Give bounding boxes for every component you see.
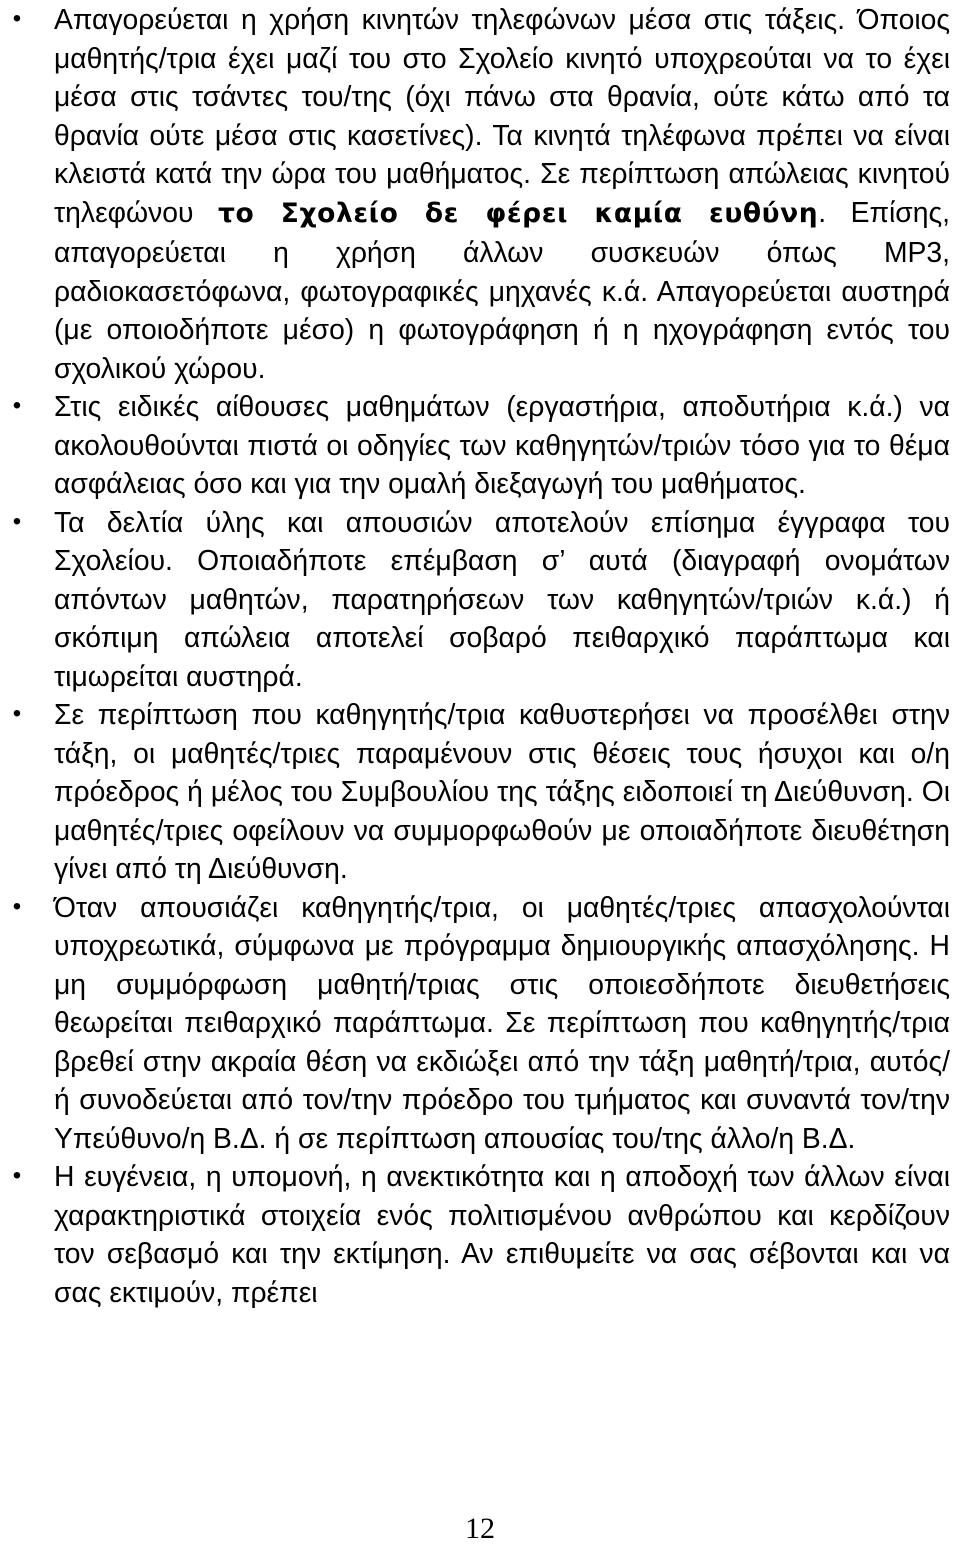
bullet-icon: • [12, 892, 22, 920]
rule-text: Στις ειδικές αίθουσες μαθημάτων (εργαστήρια, αποδυτήρια κ.ά.) να ακολουθούνται πιστά οι οδηγίες των καθηγητών/τριών τόσο για το θέμα ασφάλειας όσο και για την ομαλή διεξαγωγή του μαθήματος. [54, 390, 950, 499]
rule-text: . Επίσης, απαγορεύεται η χρήση άλλων συσκευών όπως MP3, ραδιοκασετόφωνα, φωτογραφικές μηχανές κ.ά. Απαγορεύεται αυστηρά (με οποιοδήποτε μέσο) η φωτογράφηση ή η ηχογράφηση εντός του σχολικού χώρου. [54, 195, 951, 384]
bullet-icon: • [12, 392, 22, 419]
rule-text: Τα δελτία ύλης και απουσιών αποτελούν επίσημα έγγραφα του Σχολείου. Οποιαδήποτε επέμβαση σ’ αυτά (διαγραφή ονομάτων απόντων μαθητών, παρατηρήσεων των καθηγητών/τριών κ.ά.) ή σκόπιμη απώλεια αποτελεί σοβαρό πειθαρχικό παράπτωμα και τιμωρείται αυστηρά. [54, 505, 950, 692]
list-item [0, 503, 960, 696]
rule-text: Σε περίπτωση που καθηγητής/τρια καθυστερήσει να προσέλθει στην τάξη, οι μαθητές/τριες παραμένουν στις θέσεις τους ήσυχοι και ο/η πρόεδρος ή μέλος του Συμβουλίου της τάξης ειδοποιεί τη Διεύθυνση. Οι μαθητές/τριες οφείλουν να συμμορφωθούν με οποιαδήποτε διευθέτηση γίνει από τη Διεύθυνση. [54, 698, 950, 884]
rule-text: Η ευγένεια, η υπομονή, η ανεκτικότητα και η αποδοχή των άλλων είναι χαρακτηριστικά στοιχεία ενός πολιτισμένου ανθρώπου και κερδίζουν τον σεβασμό και την εκτίμηση. Αν επιθυμείτε να σας σέβονται και να σας εκτιμούν, πρέπει [54, 1160, 950, 1308]
list-item [0, 1157, 960, 1311]
list-item [0, 695, 960, 888]
rule-emphasis: το Σχολείο δε φέρει καμία ευθύνη [217, 197, 819, 229]
page-number: 12 [465, 1512, 495, 1545]
rule-text: Όταν απουσιάζει καθηγητής/τρια, οι μαθητές/τριες απασχολούνται υποχρεωτικά, σύμφωνα με πρόγραμμα δημιουργικής απασχόλησης. Η μη συμμόρφωση μαθητή/τριας στις οποιεσδήποτε διευθετήσεις θεωρείται πειθαρχικό παράπτωμα. Σε περίπτωση που καθηγητής/τρια βρεθεί στην ακραία θέση να εκδιώξει από την τάξη μαθητή/τρια, αυτός/ή συνοδεύεται από τον/την πρόεδρο του τμήματος και συναντά τον/την Υπεύθυνο/η Β.Δ. ή σε περίπτωση απουσίας του/της άλλο/η Β.Δ. [54, 890, 950, 1154]
bullet-icon: • [12, 700, 22, 727]
list-item [0, 387, 960, 503]
bullet-icon: • [12, 507, 22, 535]
bullet-icon: • [12, 5, 22, 32]
bullet-icon: • [12, 1162, 22, 1189]
rule-text: Απαγορεύεται η χρήση κινητών τηλεφώνων μέσα στις τάξεις. Όποιος μαθητής/τρια έχει μαζί του στο Σχολείο κινητό υποχρεούται να το έχει μέσα στις τσάντες του/της (όχι πάνω στα θρανία, ούτε κάτω από τα θρανία ούτε μέσα στις κασετίνες). Τα κινητά τηλέφωνα πρέπει να είναι κλειστά κατά την ώρα του μαθήματος. Σε περίπτωση απώλειας κινητού τηλεφώνου [54, 3, 950, 228]
list-item [0, 888, 960, 1158]
list-item [0, 0, 960, 387]
